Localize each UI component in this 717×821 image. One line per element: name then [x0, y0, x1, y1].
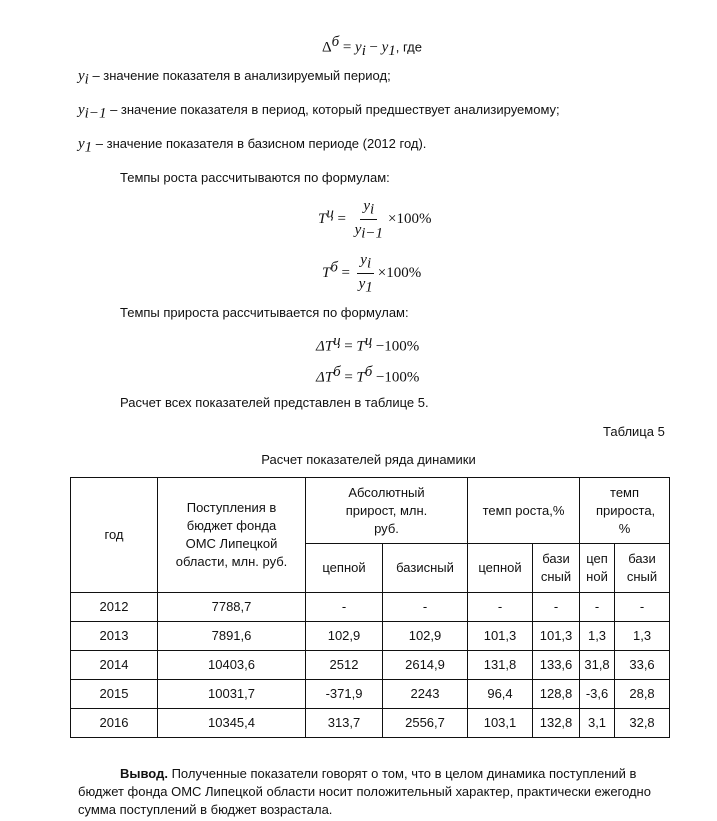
conclusion-line-2: бюджет фонда ОМС Липецкой области носит положительный характер, практически ежегодно [78, 784, 651, 799]
formula-operator: = [344, 338, 353, 355]
definition-y1 [78, 136, 426, 157]
table-reference: Расчет всех показателей представлен в таблице 5. [120, 395, 429, 410]
def-variable: y [78, 102, 85, 118]
cell-year: 2014 [71, 651, 158, 680]
header-increase-rate: темп прироста, % [580, 478, 670, 544]
formula-delta-basic: $\Delta^б = y_i - y_1$, где [322, 34, 422, 59]
table-title: Расчет показателей ряда динамики [261, 452, 476, 467]
def-variable: y [78, 136, 85, 152]
table-row [71, 651, 670, 680]
formula-superscript: ц [326, 205, 334, 222]
cell-increase-basic: 33,6 [615, 651, 670, 680]
cell-abs-chain: 313,7 [306, 709, 383, 738]
definition-yi-1 [78, 102, 560, 123]
formula-operator: = [337, 211, 346, 228]
cell-abs-chain: 2512 [306, 651, 383, 680]
cell-year: 2016 [71, 709, 158, 738]
formula-subscript: 1 [388, 42, 396, 59]
header-year: год [71, 478, 158, 593]
formula-basic-growth [322, 252, 421, 295]
formula-symbol: ΔT [316, 369, 334, 386]
table-header-row [71, 478, 670, 544]
cell-abs-basic: 2556,7 [383, 709, 468, 738]
cell-growth-chain: - [468, 593, 533, 622]
formula-superscript: б [333, 364, 341, 380]
def-variable: y [78, 68, 85, 84]
cell-growth-chain: 131,8 [468, 651, 533, 680]
cell-growth-basic: 132,8 [533, 709, 580, 738]
cell-growth-chain: 103,1 [468, 709, 533, 738]
formula-symbol: T [318, 211, 327, 228]
def-subscript: i [84, 71, 89, 88]
conclusion-label: Вывод. [120, 766, 168, 781]
cell-increase-basic: 28,8 [615, 680, 670, 709]
table-row [71, 593, 670, 622]
subheader-basic: бази сный [533, 544, 580, 593]
cell-year: 2015 [71, 680, 158, 709]
formula-tail: −100% [375, 369, 420, 386]
formula-tail: −100% [375, 338, 420, 355]
formula-multiplier: ×100% [388, 211, 432, 228]
formula-chain-increase [316, 333, 419, 355]
formula-symbol: Δ [322, 39, 332, 56]
cell-abs-basic: 2243 [383, 680, 468, 709]
increase-intro: Темпы прироста рассчитывается по формулам: [120, 305, 409, 320]
cell-increase-chain: 31,8 [580, 651, 615, 680]
formula-multiplier: ×100% [377, 265, 422, 282]
cell-receipts: 10345,4 [158, 709, 306, 738]
header-receipts: Поступления в бюджет фонда ОМС Липецкой области, млн. руб. [158, 478, 306, 593]
cell-abs-basic: 2614,9 [383, 651, 468, 680]
cell-increase-chain: -3,6 [580, 680, 615, 709]
cell-increase-chain: 3,1 [580, 709, 615, 738]
cell-increase-basic: 1,3 [615, 622, 670, 651]
cell-increase-chain: 1,3 [580, 622, 615, 651]
cell-increase-chain: - [580, 593, 615, 622]
formula-symbol: T [322, 265, 331, 282]
cell-receipts: 10403,6 [158, 651, 306, 680]
cell-year: 2013 [71, 622, 158, 651]
cell-abs-basic: - [383, 593, 468, 622]
cell-increase-basic: - [615, 593, 670, 622]
formula-superscript: ц [364, 333, 373, 349]
formula-operator: = [344, 369, 353, 386]
conclusion-line-3: сумма поступлений в бюджет возрастала. [78, 802, 333, 817]
def-text: – значение показателя в анализируемый период; [88, 68, 391, 83]
formula-tail: , где [395, 39, 422, 55]
cell-abs-chain: 102,9 [306, 622, 383, 651]
formula-fraction: $\frac{y_i}{y_{i-1}}$ [354, 198, 384, 242]
formula-symbol: ΔT [316, 338, 334, 355]
formula-operator: − [369, 39, 378, 56]
formula-superscript: б [330, 259, 338, 276]
cell-growth-basic: 133,6 [533, 651, 580, 680]
cell-growth-chain: 96,4 [468, 680, 533, 709]
def-text: – значение показателя в период, который предшествует анализируемому; [106, 102, 560, 117]
formula-basic-increase [316, 364, 419, 386]
cell-growth-basic: 101,3 [533, 622, 580, 651]
def-subscript: 1 [84, 139, 93, 156]
conclusion-line-1 [120, 766, 636, 781]
cell-receipts: 7891,6 [158, 622, 306, 651]
cell-abs-chain: -371,9 [306, 680, 383, 709]
formula-subscript: i [361, 42, 366, 59]
cell-abs-chain: - [306, 593, 383, 622]
formula-superscript: б [364, 364, 373, 380]
cell-year: 2012 [71, 593, 158, 622]
dynamics-table [70, 477, 670, 738]
conclusion-text: Полученные показатели говорят о том, что в целом динамика поступлений в [167, 766, 637, 781]
table-row [71, 622, 670, 651]
subheader-chain: цепной [468, 544, 533, 593]
growth-intro: Темпы роста рассчитываются по формулам: [120, 170, 390, 185]
cell-growth-basic: 128,8 [533, 680, 580, 709]
table-number: Таблица 5 [603, 424, 665, 439]
table-row [71, 680, 670, 709]
formula-operator: = [341, 265, 350, 282]
header-growth-rate: темп роста,% [468, 478, 580, 544]
formula-superscript: ц [333, 333, 341, 349]
cell-increase-basic: 32,8 [615, 709, 670, 738]
formula-fraction: $\frac{y_i}{y_1}$ [358, 252, 373, 296]
subheader-chain: цепной [306, 544, 383, 593]
subheader-chain: цеп ной [580, 544, 615, 593]
formula-superscript: б [331, 34, 340, 50]
formula-variable: y [355, 39, 362, 56]
header-abs-growth: Абсолютный прирост, млн. руб. [306, 478, 468, 544]
formula-chain-growth [318, 198, 432, 241]
table-row [71, 709, 670, 738]
def-text: – значение показателя в базисном периоде (2012 год). [92, 136, 427, 151]
definition-yi [78, 68, 391, 89]
formula-symbol: T [356, 338, 365, 355]
cell-growth-basic: - [533, 593, 580, 622]
formula-variable: y [381, 39, 389, 56]
cell-growth-chain: 101,3 [468, 622, 533, 651]
def-subscript: i−1 [84, 105, 107, 122]
cell-receipts: 7788,7 [158, 593, 306, 622]
cell-receipts: 10031,7 [158, 680, 306, 709]
cell-abs-basic: 102,9 [383, 622, 468, 651]
formula-symbol: T [356, 369, 365, 386]
subheader-basic: базисный [383, 544, 468, 593]
subheader-basic: бази сный [615, 544, 670, 593]
